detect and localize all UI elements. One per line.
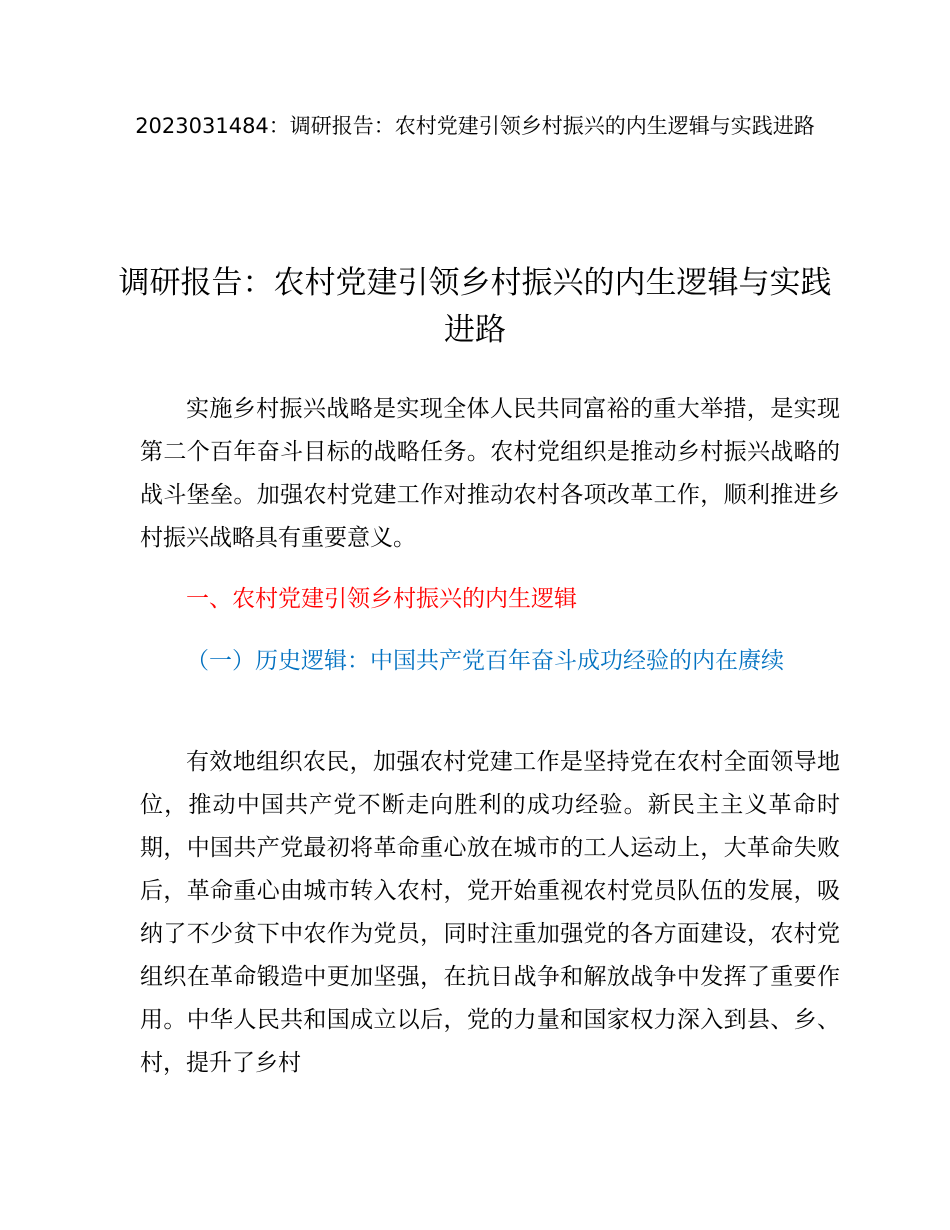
- section-heading: 一、农村党建引领乡村振兴的内生逻辑: [186, 586, 577, 612]
- document-title: 调研报告：农村党建引领乡村振兴的内生逻辑与实践进路: [118, 265, 832, 348]
- body-paragraph: 有效地组织农民，加强农村党建工作是坚持党在农村全面领导地位，推动中国共产党不断走向胜利的成功经验。新民主主义革命时期，中国共产党最初将革命重心放在城市的工人运动上，大革命失败后，革命重心由城市转入农村，党开始重视农村党员队伍的发展，吸纳了不少贫下中农作为党员，同时注重加强党的各方面建设，农村党组织在革命锻造中更加坚强，在抗日战争和解放战争中发挥了重要作用。中华人民共和国成立以后，党的力量和国家权力深入到县、乡、村，提升了乡村: [140, 749, 840, 1076]
- document-header: 2023031484：调研报告：农村党建引领乡村振兴的内生逻辑与实践进路: [135, 114, 815, 138]
- subsection-heading: （一）历史逻辑：中国共产党百年奋斗成功经验的内在赓续: [186, 648, 784, 674]
- body-paragraph: 实施乡村振兴战略是实现全体人民共同富裕的重大举措，是实现第二个百年奋斗目标的战略任务。农村党组织是推动乡村振兴战略的战斗堡垒。加强农村党建工作对推动农村各项改革工作，顺利推进乡村振兴战略具有重要意义。: [140, 396, 840, 551]
